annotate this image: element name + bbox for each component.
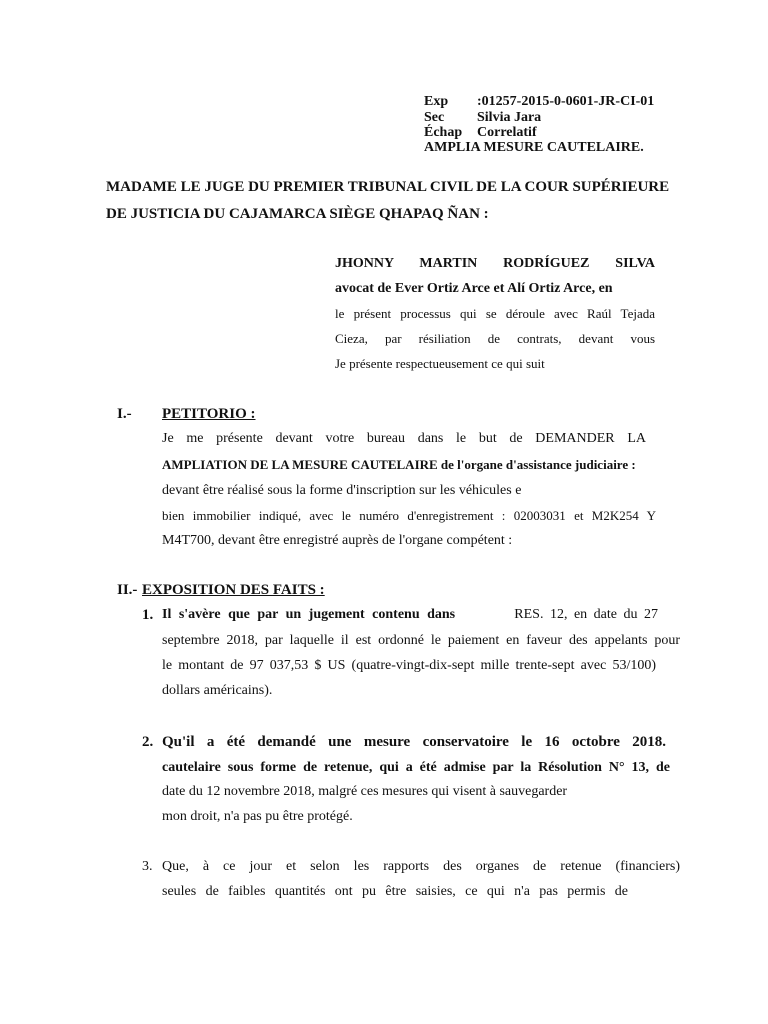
intro-line-4: Cieza, par résiliation de contrats, devant vous xyxy=(335,331,655,346)
fact-1-line-1-rest: RES. 12, en date du 27 xyxy=(514,607,658,622)
petitorio-line-2: AMPLIATION DE LA MESURE CAUTELAIRE de l'organe d'assistance judiciaire : xyxy=(162,457,636,472)
fact-3-line-1: Que, à ce jour et selon les rapports des organes de retenue (financiers) xyxy=(162,859,680,874)
fact-3-number: 3. xyxy=(142,859,153,874)
petitorio-line-1: Je me présente devant votre bureau dans le but de DEMANDER LA xyxy=(162,431,646,446)
fact-2-line-3: date du 12 novembre 2018, malgré ces mesures qui visent à sauvegarder xyxy=(162,784,568,799)
section-1-number: I.- xyxy=(117,406,132,422)
intro-line-5: Je présente respectueusement ce qui suit xyxy=(335,356,545,371)
sec-label: Sec xyxy=(424,110,445,125)
exp-value: :01257-2015-0-0601-JR-CI-01 xyxy=(477,94,655,109)
intro-lawyer-name: JHONNY MARTIN RODRÍGUEZ SILVA xyxy=(335,256,655,271)
sec-value: Silvia Jara xyxy=(477,110,542,125)
address-line-1: MADAME LE JUGE DU PREMIER TRIBUNAL CIVIL DE LA COUR SUPÉRIEURE xyxy=(106,179,670,195)
fact-1-number: 1. xyxy=(142,607,154,623)
fact-1-line-1 xyxy=(162,607,658,623)
address-line-2: DE JUSTICIA DU CAJAMARCA SIÈGE QHAPAQ ÑAN : xyxy=(106,206,489,222)
petitorio-line-3: devant être réalisé sous la forme d'inscription sur les véhicules e xyxy=(162,483,522,498)
exp-label: Exp xyxy=(424,94,449,109)
section-2-title: EXPOSITION DES FAITS : xyxy=(142,582,325,598)
intro-line-3: le présent processus qui se déroule avec Raúl Tejada xyxy=(335,306,655,321)
subject-line: AMPLIA MESURE CAUTELAIRE. xyxy=(424,140,644,155)
fact-1-line-4: dollars américains). xyxy=(162,683,273,698)
echap-label: Échap xyxy=(424,125,463,140)
petitorio-line-5: M4T700, devant être enregistré auprès de l'organe compétent : xyxy=(162,533,513,548)
fact-1-line-1-bold: Il s'avère que par un jugement contenu dans xyxy=(162,607,456,622)
fact-1-line-2: septembre 2018, par laquelle il est ordonné le paiement en faveur des appelants pour xyxy=(162,633,680,648)
section-1-title: PETITORIO : xyxy=(162,406,256,422)
fact-3-line-2: seules de faibles quantités ont pu être saisies, ce qui n'a pas permis de xyxy=(162,884,628,899)
petitorio-line-4: bien immobilier indiqué, avec le numéro d'enregistrement : 02003031 et M2K254 Y xyxy=(162,508,656,523)
fact-2-number: 2. xyxy=(142,734,154,750)
fact-1-line-3: le montant de 97 037,53 $ US (quatre-vingt-dix-sept mille trente-sept avec 53/100) xyxy=(162,658,656,673)
intro-line-2: avocat de Ever Ortiz Arce et Alí Ortiz Arce, en xyxy=(335,281,613,296)
section-2-number: II.- xyxy=(117,582,138,598)
echap-value: Correlatif xyxy=(477,125,537,140)
fact-2-line-1: Qu'il a été demandé une mesure conservatoire le 16 octobre 2018. xyxy=(162,734,666,750)
fact-2-line-2: cautelaire sous forme de retenue, qui a été admise par la Résolution N° 13, de xyxy=(162,760,670,775)
fact-2-line-4: mon droit, n'a pas pu être protégé. xyxy=(162,809,353,824)
